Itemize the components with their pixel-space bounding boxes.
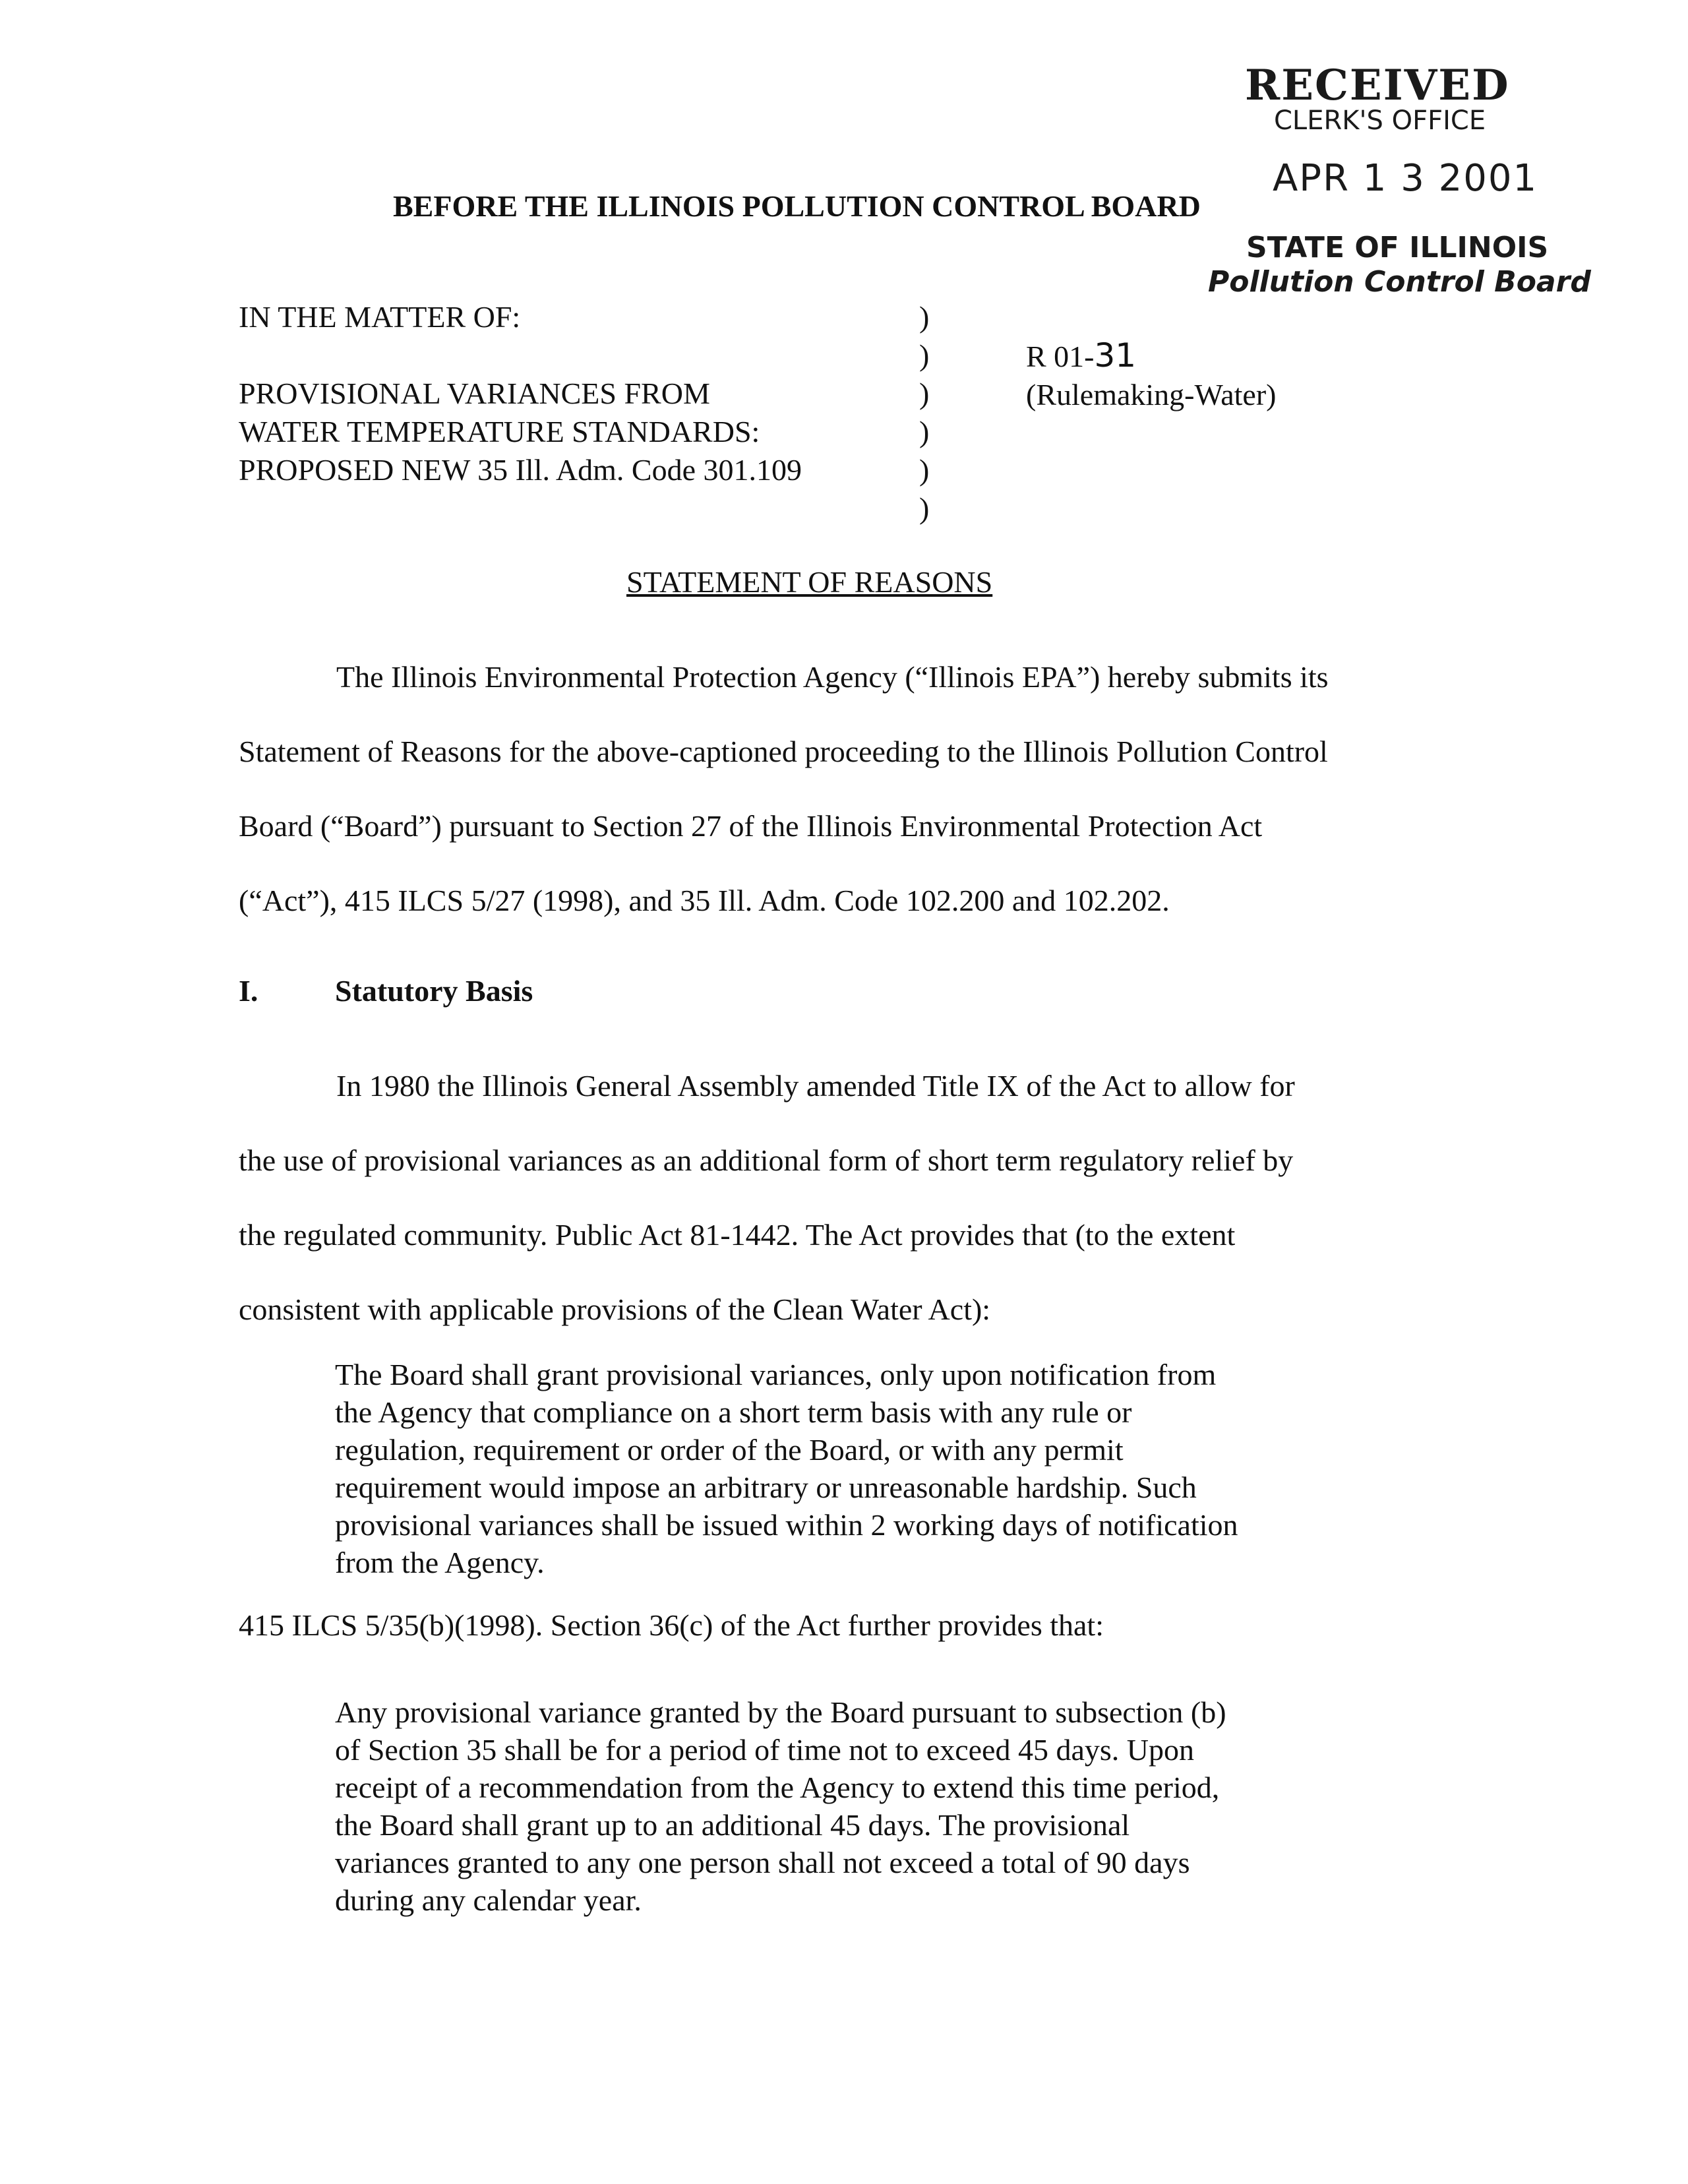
document-title: BEFORE THE ILLINOIS POLLUTION CONTROL BOARD [393,189,1201,223]
paren: ) [919,453,930,487]
section-title: Statutory Basis [335,974,533,1008]
quote-line: The Board shall grant provisional variances, only upon notification from [335,1358,1217,1391]
docket-type: (Rulemaking-Water) [1026,378,1277,411]
caption-parentheses [919,298,929,528]
caption-line: WATER TEMPERATURE STANDARDS: [239,415,760,448]
docket-handwritten-number: 31 [1094,336,1137,375]
quote-line: of Section 35 shall be for a period of time not to exceed 45 days. Upon [335,1733,1195,1767]
received-date: APR 1 3 2001 [1273,157,1538,200]
received-stamp-heading: RECEIVED [1245,61,1510,110]
text-line: Board (“Board”) pursuant to Section 27 of the Illinois Environmental Protection Act [239,809,1263,843]
paren: ) [919,491,930,525]
paren: ) [919,415,930,448]
paren: ) [919,377,930,410]
section-number: I. [239,974,258,1008]
quote-line: the Board shall grant up to an additional 45 days. The provisional [335,1808,1130,1842]
stamp-board-label: Pollution Control Board [1208,265,1591,299]
text-line: the regulated community. Public Act 81-1442. The Act provides that (to the extent [239,1218,1236,1252]
docket-prefix: R 01- [1026,340,1095,373]
statutory-paragraph [239,1048,1295,1347]
caption-matter: IN THE MATTER OF: [239,300,521,334]
quote-line: the Agency that compliance on a short term basis with any rule or [335,1395,1132,1429]
text-line: the use of provisional variances as an additional form of short term regulatory relief by [239,1143,1294,1177]
text-line: The Illinois Environmental Protection Agency (“Illinois EPA”) hereby submits its [336,660,1329,694]
citation-line: 415 ILCS 5/35(b)(1998). Section 36(c) of the Act further provides that: [239,1608,1104,1642]
statement-heading: STATEMENT OF REASONS [626,565,993,599]
quote-line: provisional variances shall be issued within 2 working days of notification [335,1508,1238,1542]
paren: ) [919,338,930,372]
quote-line: variances granted to any one person shall not exceed a total of 90 days [335,1846,1190,1879]
text-line: consistent with applicable provisions of the Clean Water Act): [239,1292,991,1326]
text-line: Statement of Reasons for the above-captioned proceeding to the Illinois Pollution Control [239,735,1328,768]
text-line: In 1980 the Illinois General Assembly amended Title IX of the Act to allow for [336,1069,1295,1103]
block-quote-section-35 [335,1356,1238,1581]
block-quote-section-36 [335,1693,1226,1919]
docket-info [1026,336,1276,414]
quote-line: Any provisional variance granted by the Board pursuant to subsection (b) [335,1695,1226,1729]
caption-line: PROVISIONAL VARIANCES FROM [239,377,710,410]
quote-line: from the Agency. [335,1546,545,1579]
clerks-office-label: CLERK'S OFFICE [1274,106,1486,136]
quote-line: during any calendar year. [335,1883,642,1917]
text-line: (“Act”), 415 ILCS 5/27 (1998), and 35 Ill. Adm. Code 102.200 and 102.202. [239,884,1170,917]
stamp-state-label: STATE OF ILLINOIS [1246,231,1549,264]
quote-line: receipt of a recommendation from the Agency to extend this time period, [335,1771,1220,1804]
paren: ) [919,300,930,334]
caption-line: PROPOSED NEW 35 Ill. Adm. Code 301.109 [239,453,802,487]
intro-paragraph [239,640,1329,938]
quote-line: requirement would impose an arbitrary or unreasonable hardship. Such [335,1471,1197,1504]
quote-line: regulation, requirement or order of the Board, or with any permit [335,1433,1124,1467]
docket-number [1026,336,1276,376]
case-caption [239,298,802,489]
